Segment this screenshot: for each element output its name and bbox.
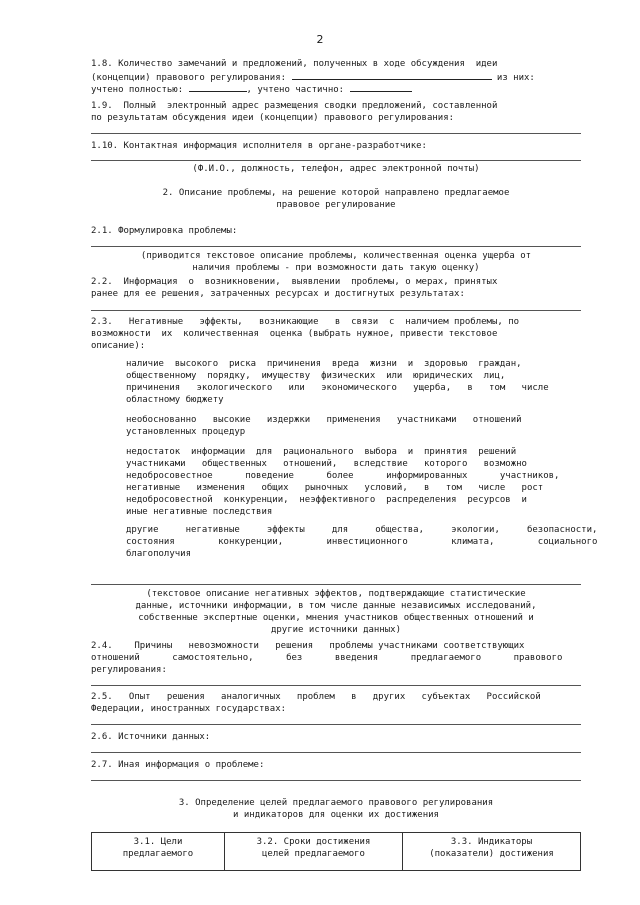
effect-item-line: благополучия	[126, 549, 192, 559]
blank-field	[189, 82, 247, 92]
item-2-1-caption-line1: (приводится текстовое описание проблемы, количественная оценка ущерба от	[140, 251, 532, 261]
fill-line	[91, 752, 581, 753]
fill-line	[91, 780, 581, 781]
item-2-3-caption-line: (текстовое описание негативных эффектов, подтверждающие статистические	[146, 589, 526, 599]
item-2-2-line2: ранее для ее решения, затраченных ресурсах и достигнутых результатах:	[91, 289, 465, 299]
item-2-3-caption-line: данные, источники информации, в том числе данные независимых исследований,	[135, 601, 537, 611]
effect-item-line: негативные изменения общих рыночных условий, в том числе рост	[126, 483, 544, 493]
header-line: 3.3. Индикаторы	[450, 837, 533, 847]
fill-line	[91, 584, 581, 585]
fill-line	[91, 160, 581, 161]
effect-item-line: установленных процедур	[126, 427, 246, 437]
item-2-5-line2: Федерации, иностранных государствах:	[91, 704, 287, 714]
item-1-9-line1: 1.9. Полный электронный адрес размещения сводки предложений, составленной	[91, 101, 498, 111]
goals-indicators-table	[91, 832, 581, 871]
table-header-cell	[92, 833, 225, 871]
effect-item-line: необоснованно высокие издержки применения участниками отношений	[126, 415, 522, 425]
effect-item-line: наличие высокого риска причинения вреда жизни и здоровью граждан,	[126, 359, 522, 369]
effect-item-line: участниками общественных отношений, вследствие которого возможно	[126, 459, 527, 469]
table-header-cell	[225, 833, 403, 871]
fill-line	[91, 310, 581, 311]
item-2-4-line1: 2.4. Причины невозможности решения проблемы участниками соответствующих	[91, 641, 525, 651]
effect-item-line: причинения экологического или экономического ущерба, в том числе	[126, 383, 549, 393]
item-2-3-line2: возможности их количественная оценка (выбрать нужное, привести текстовое	[91, 329, 498, 339]
item-1-9-line2: по результатам обсуждения идеи (концепции) правового регулирования:	[91, 113, 455, 123]
effect-item-line: иные негативные последствия	[126, 507, 273, 517]
item-2-2-line1: 2.2. Информация о возникновении, выявлении проблемы, о мерах, принятых	[91, 277, 498, 287]
section-2-title-line2: правовое регулирование	[276, 200, 396, 210]
item-2-3-line1: 2.3. Негативные эффекты, возникающие в связи с наличием проблемы, по	[91, 317, 520, 327]
header-line: целей предлагаемого	[262, 849, 365, 859]
item-2-5-line1: 2.5. Опыт решения аналогичных проблем в других субъектах Российской	[91, 692, 541, 702]
item-2-3-caption-line: другие источники данных)	[270, 625, 402, 635]
header-line: предлагаемого	[122, 849, 194, 859]
effect-item-line: состояния конкуренции, инвестиционного климата, социального	[126, 537, 598, 547]
effect-item-line: недостаток информации для рационального выбора и принятия решений	[126, 447, 517, 457]
section-3-title-line2: и индикаторов для оценки их достижения	[233, 810, 439, 820]
section-3-title-line1: 3. Определение целей предлагаемого правового регулирования	[178, 798, 494, 808]
blank-field	[292, 70, 492, 80]
item-2-6-line1: 2.6. Источники данных:	[91, 732, 211, 742]
header-line: 3.2. Сроки достижения	[256, 837, 371, 847]
blank-field	[350, 82, 412, 92]
effect-item-line: областному бюджету	[126, 395, 224, 405]
page-number: 2	[316, 33, 324, 46]
item-2-4-line2: отношений самостоятельно, без введения предлагаемого правового	[91, 653, 563, 663]
fill-line	[91, 246, 581, 247]
item-1-8-line2-tail: из них:	[496, 73, 535, 83]
table-header-cell	[403, 833, 581, 871]
effect-item-line: недобросовестное поведение более информированных участников,	[126, 471, 560, 481]
item-1-8-line2-label: (концепции) правового регулирования:	[91, 73, 287, 83]
item-1-8-line3	[91, 82, 412, 96]
table-header-row	[92, 833, 581, 871]
item-2-3-line3: описание):	[91, 341, 146, 351]
item-2-4-line3: регулирования:	[91, 665, 167, 675]
header-line: (показатели) достижения	[429, 849, 554, 859]
fill-line	[91, 133, 581, 134]
item-2-1-caption-line2: наличия проблемы - при возможности дать такую оценку)	[192, 263, 480, 273]
effect-item-line: недобросовестной конкуренции, неэффективного распределения ресурсов и	[126, 495, 527, 505]
section-2-title-line1: 2. Описание проблемы, на решение которой направлено предлагаемое	[162, 188, 510, 198]
fill-line	[91, 724, 581, 725]
item-1-8-full-label: учтено полностью:	[91, 85, 184, 95]
item-1-8-partial-label: , учтено частично:	[246, 85, 345, 95]
item-2-3-caption-line: собственные экспертные оценки, мнения участников общественных отношений и	[138, 613, 534, 623]
header-line: 3.1. Цели	[133, 837, 183, 847]
effect-item-line: другие негативные эффекты для общества, экологии, безопасности,	[126, 525, 598, 535]
item-1-10-line1: 1.10. Контактная информация исполнителя в органе-разработчике:	[91, 141, 427, 151]
item-1-8-line1: 1.8. Количество замечаний и предложений, полученных в ходе обсуждения идеи	[91, 59, 498, 69]
item-2-7-line1: 2.7. Иная информация о проблеме:	[91, 760, 265, 770]
fill-line	[91, 685, 581, 686]
item-1-10-caption: (Ф.И.О., должность, телефон, адрес электронной почты)	[192, 164, 480, 174]
effect-item-line: общественному порядку, имуществу физических или юридических лиц,	[126, 371, 506, 381]
item-2-1-line1: 2.1. Формулировка проблемы:	[91, 226, 238, 236]
